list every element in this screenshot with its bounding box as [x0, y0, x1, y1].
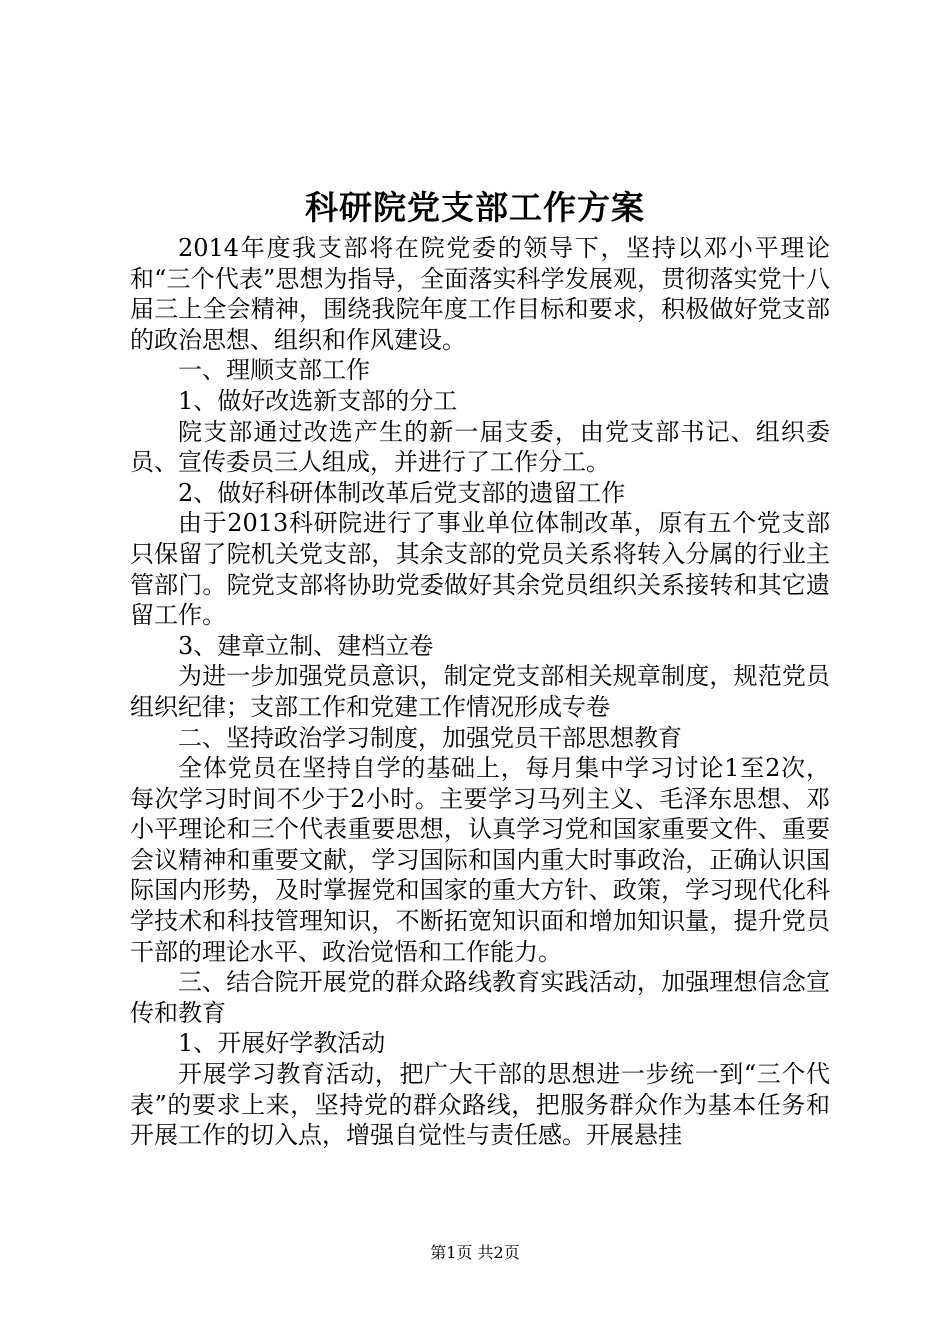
subsection-heading-1-2: 2、做好科研体制改革后党支部的遗留工作: [178, 478, 626, 507]
document-body: [130, 233, 830, 1151]
paragraph-1-3: 为进一步加强党员意识，制定党支部相关规章制度，规范党员组织纪律；支部工作和党建工作情况形成专卷: [130, 662, 830, 721]
paragraph-1-1: 院支部通过改选产生的新一届支委，由党支部书记、组织委员、宣传委员三人组成，并进行了工作分工。: [130, 417, 830, 477]
page-footer: 第1页 共2页: [430, 1243, 520, 1262]
subsection-heading-1-1: 1、做好改选新支部的分工: [178, 386, 458, 415]
paragraph-1-2: 由于2013科研院进行了事业单位体制改革，原有五个党支部只保留了院机关党支部，其余支部的党员关系将转入分属的行业主管部门。院党支部将协助党委做好其余党员组织关系接转和其它遗留工作。: [130, 509, 830, 630]
section-heading-1: 一、理顺支部工作: [178, 356, 370, 385]
paragraph-intro: 2014年度我支部将在院党委的领导下，坚持以邓小平理论和“三个代表”思想为指导，全面落实科学发展观，贯彻落实党十八届三上全会精神，围绕我院年度工作目标和要求，积极做好党支部的政治思想、组织和作风建设。: [130, 234, 830, 354]
paragraph-2: 全体党员在坚持自学的基础上，每月集中学习讨论1至2次，每次学习时间不少于2小时。主要学习马列主义、毛泽东思想、邓小平理论和三个代表重要思想，认真学习党和国家重要文件、重要会议精神和重要文献，学习国际和国内重大时事政治，正确认识国际国内形势，及时掌握党和国家的重大方针、政策，学习现代化科学技术和科技管理知识，不断拓宽知识面和增加知识量，提升党员干部的理论水平、政治觉悟和工作能力。: [130, 754, 830, 966]
paragraph-3-1: 开展学习教育活动，把广大干部的思想进一步统一到“三个代表”的要求上来，坚持党的群众路线，把服务群众作为基本任务和开展工作的切入点，增强自觉性与责任感。开展悬挂: [130, 1060, 830, 1150]
section-heading-3: 三、结合院开展党的群众路线教育实践活动，加强理想信念宣传和教育: [130, 968, 830, 1027]
document-title: 科研院党支部工作方案: [305, 188, 645, 227]
section-heading-2: 二、坚持政治学习制度，加强党员干部思想教育: [178, 723, 682, 752]
subsection-heading-3-1: 1、开展好学教活动: [178, 1029, 386, 1058]
subsection-heading-1-3: 3、建章立制、建档立卷: [178, 631, 434, 660]
